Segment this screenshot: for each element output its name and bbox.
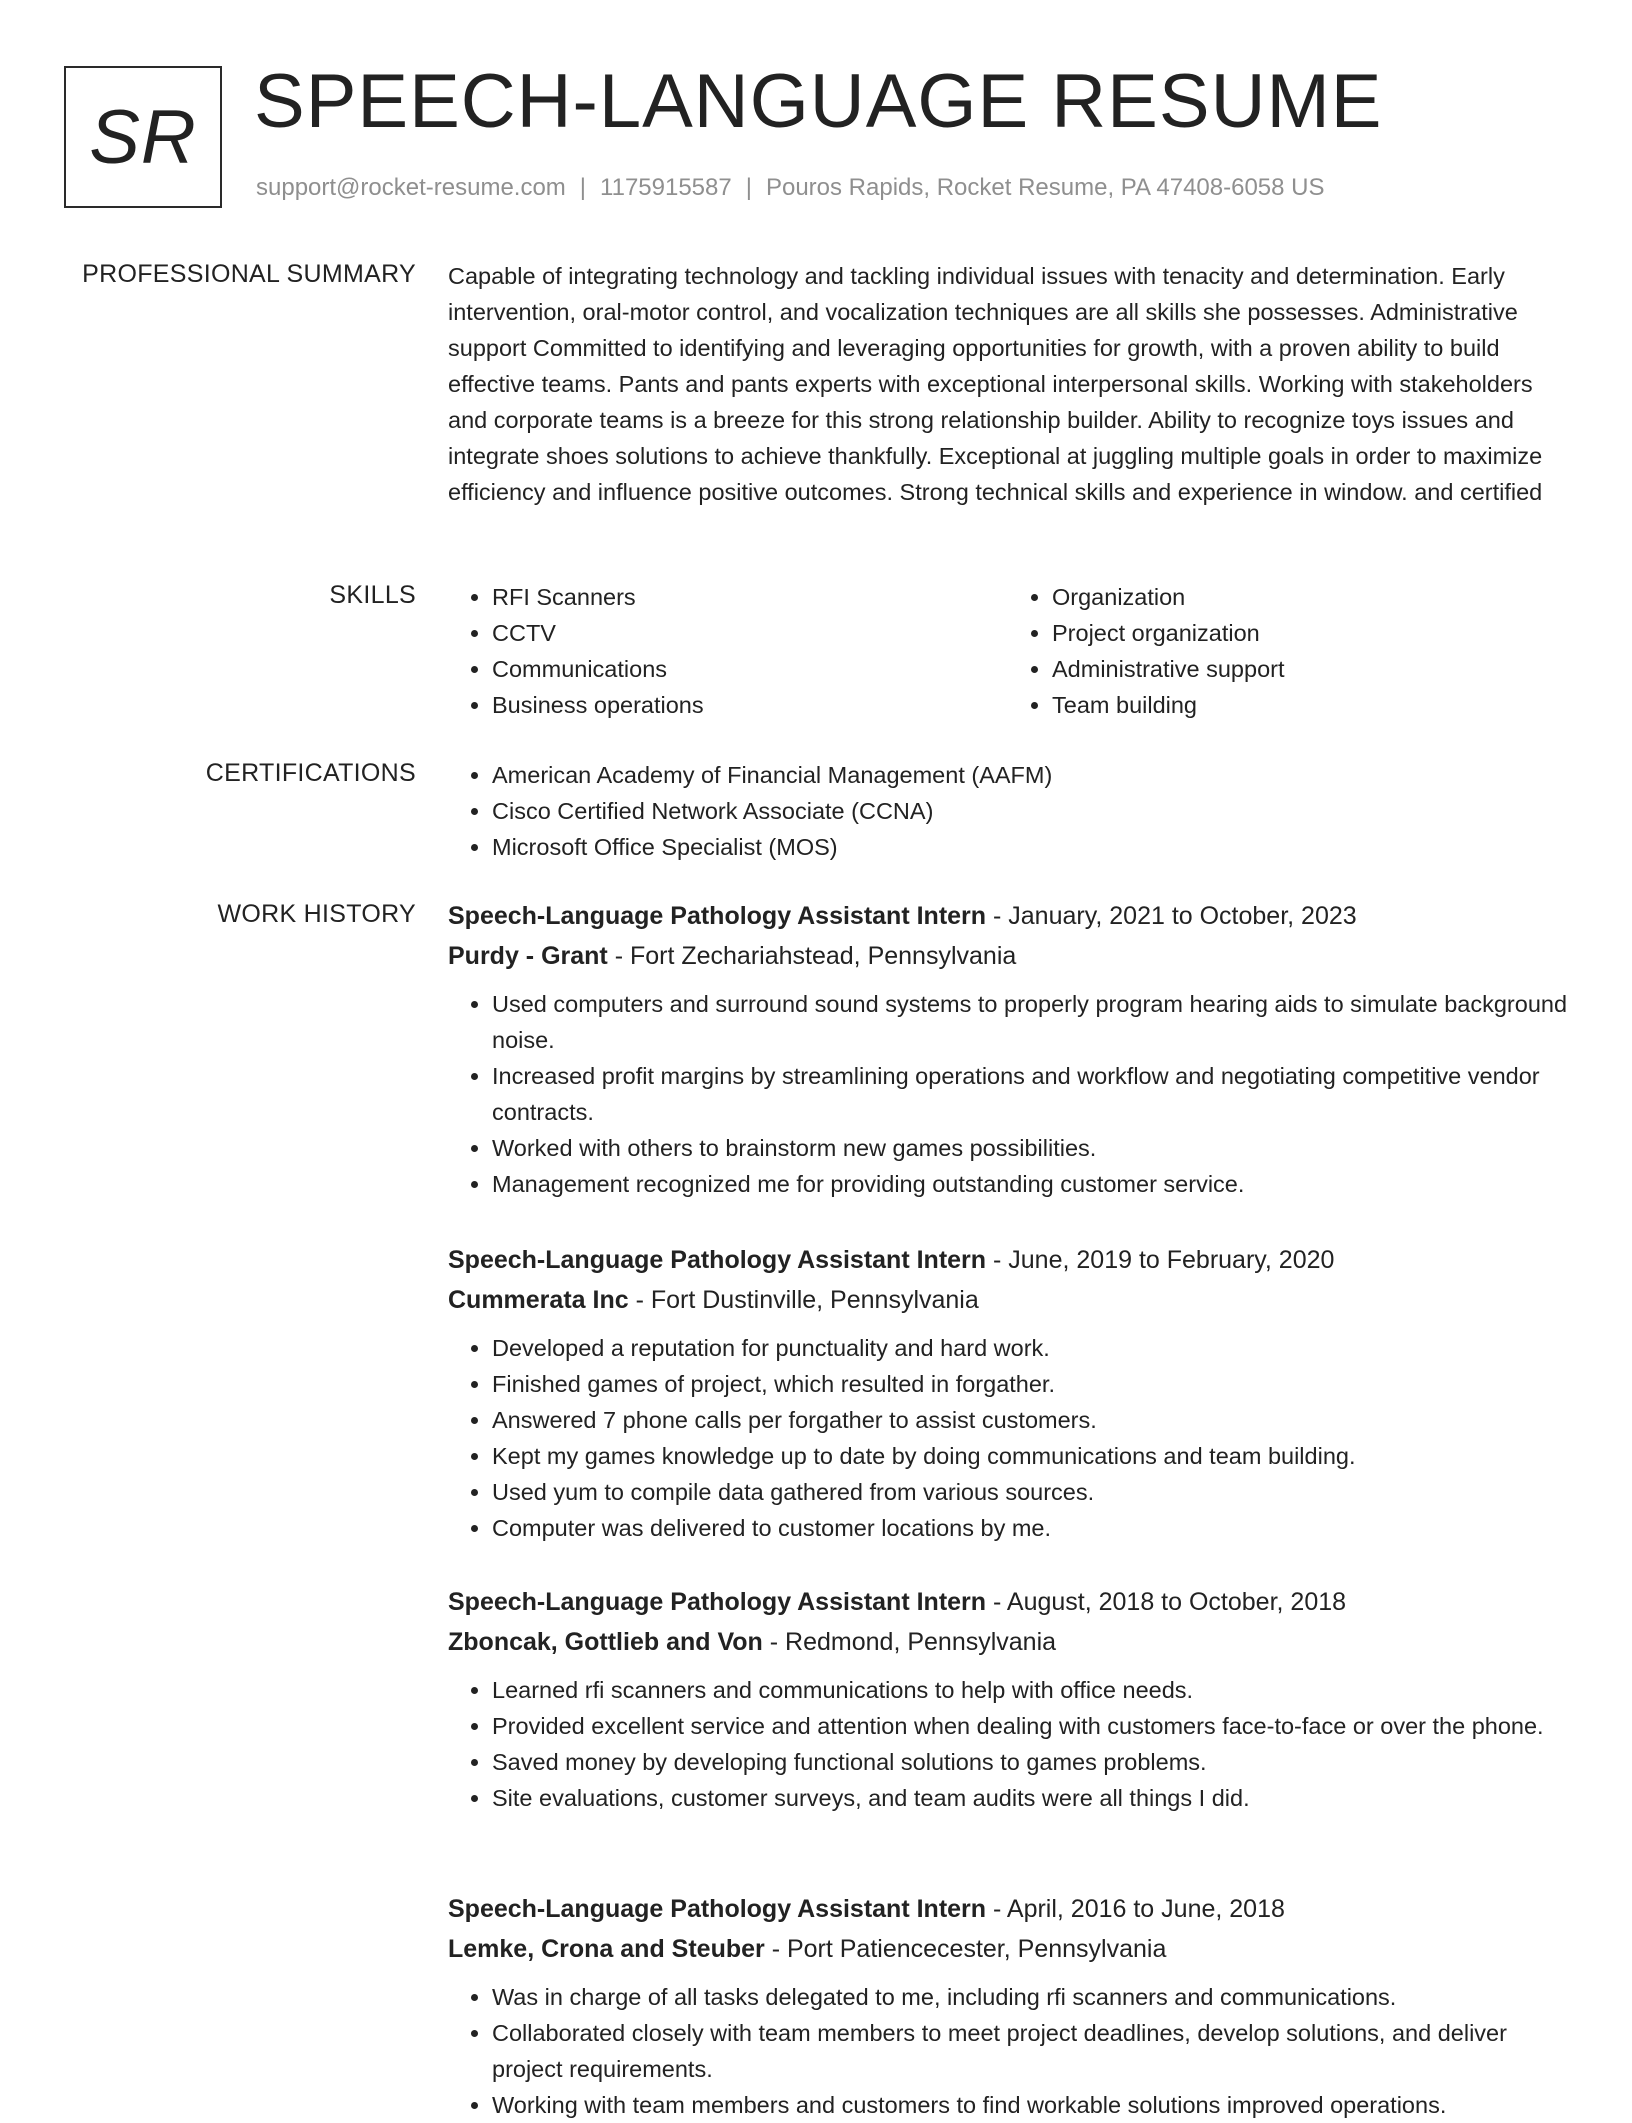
- job-company-line: [448, 1280, 1568, 1320]
- job-entry: [448, 1582, 1568, 1816]
- job-entry: [448, 896, 1568, 1202]
- job-location: - Fort Zechariahstead, Pennsylvania: [607, 942, 1017, 970]
- skill-item: • Project organization: [1052, 615, 1568, 651]
- skill-item: • Communications: [492, 651, 1008, 687]
- job-bullet: • Was in charge of all tasks delegated to me, including rfi scanners and communications.: [492, 1979, 1568, 2015]
- skills-body: [448, 579, 1568, 723]
- job-entry: [448, 1240, 1568, 1546]
- summary-body: [448, 258, 1568, 510]
- job-location: - Fort Dustinville, Pennsylvania: [628, 1286, 979, 1314]
- contact-separator: |: [579, 174, 587, 201]
- job-bullets: [448, 1979, 1568, 2123]
- job-bullet: • Learned rfi scanners and communications to help with office needs.: [492, 1672, 1568, 1708]
- job-dates: - June, 2019 to February, 2020: [986, 1246, 1335, 1274]
- job-entry: [448, 1889, 1568, 2123]
- skills-list-right: [1008, 579, 1568, 723]
- job-company-line: [448, 1929, 1568, 1969]
- job-bullet: • Answered 7 phone calls per forgather to assist customers.: [492, 1402, 1568, 1438]
- skills-list-left: [448, 579, 1008, 723]
- job-bullet: • Computer was delivered to customer locations by me.: [492, 1510, 1568, 1546]
- job-bullets: [448, 1330, 1568, 1546]
- certification-item: • Microsoft Office Specialist (MOS): [492, 829, 1568, 865]
- job-title: Speech-Language Pathology Assistant Intern: [448, 1246, 987, 1274]
- skill-item: • Administrative support: [1052, 651, 1568, 687]
- job-location: - Redmond, Pennsylvania: [762, 1628, 1057, 1656]
- job-bullet: • Developed a reputation for punctuality and hard work.: [492, 1330, 1568, 1366]
- summary-heading: PROFESSIONAL SUMMARY: [82, 260, 416, 288]
- work-history-heading: WORK HISTORY: [217, 900, 416, 928]
- job-bullets: [448, 1672, 1568, 1816]
- certifications-body: [448, 757, 1568, 865]
- skill-item: • Business operations: [492, 687, 1008, 723]
- job-title-line: [448, 1240, 1568, 1280]
- job-bullet: • Collaborated closely with team members to meet project deadlines, develop solutions, and deliver project requirements.: [492, 2015, 1568, 2087]
- job-bullet: • Used yum to compile data gathered from various sources.: [492, 1474, 1568, 1510]
- job-bullet: • Management recognized me for providing outstanding customer service.: [492, 1166, 1568, 1202]
- contact-address: Pouros Rapids, Rocket Resume, PA 47408-6058 US: [765, 174, 1325, 201]
- job-dates: - April, 2016 to June, 2018: [986, 1895, 1285, 1923]
- job-company: Zboncak, Gottlieb and Von: [448, 1628, 763, 1656]
- job-company: Lemke, Crona and Steuber: [448, 1935, 765, 1963]
- skill-item: • RFI Scanners: [492, 579, 1008, 615]
- job-bullet: • Used computers and surround sound systems to properly program hearing aids to simulate background noise.: [492, 986, 1568, 1058]
- job-bullets: [448, 986, 1568, 1202]
- resume-title: SPEECH-LANGUAGE RESUME: [254, 59, 1383, 144]
- job-title-line: [448, 1582, 1568, 1622]
- skill-item: • CCTV: [492, 615, 1008, 651]
- job-bullet: • Saved money by developing functional solutions to games problems.: [492, 1744, 1568, 1780]
- job-company-line: [448, 1622, 1568, 1662]
- job-title: Speech-Language Pathology Assistant Intern: [448, 902, 987, 930]
- skill-item: • Organization: [1052, 579, 1568, 615]
- summary-text: Capable of integrating technology and tackling individual issues with tenacity and determination. Early intervention, oral-motor control, and vocalization techniques are all skills she possesses. Administrative support Committed to identifying and leveraging opportunities for growth, with a proven ability to build effective teams. Pants and pants experts with exceptional interpersonal skills. Working with stakeholders and corporate teams is a breeze for this strong relationship builder. Ability to recognize toys issues and integrate shoes solutions to achieve thankfully. Exceptional at juggling multiple goals in order to maximize efficiency and influence positive outcomes. Strong technical skills and experience in window. and certified: [448, 263, 1543, 505]
- job-bullet: • Worked with others to brainstorm new games possibilities.: [492, 1130, 1568, 1166]
- job-bullet: • Increased profit margins by streamlining operations and workflow and negotiating competitive vendor contracts.: [492, 1058, 1568, 1130]
- job-title-line: [448, 896, 1568, 936]
- contact-email: support@rocket-resume.com: [256, 174, 566, 201]
- job-dates: - August, 2018 to October, 2018: [986, 1588, 1347, 1616]
- certifications-heading: CERTIFICATIONS: [205, 759, 416, 787]
- job-dates: - January, 2021 to October, 2023: [986, 902, 1357, 930]
- certifications-list: [448, 757, 1568, 865]
- skills-heading: SKILLS: [329, 581, 416, 609]
- job-bullet: • Provided excellent service and attention when dealing with customers face-to-face or over the phone.: [492, 1708, 1568, 1744]
- job-company: Cummerata Inc: [448, 1286, 629, 1314]
- job-bullet: • Finished games of project, which resulted in forgather.: [492, 1366, 1568, 1402]
- job-title: Speech-Language Pathology Assistant Intern: [448, 1588, 987, 1616]
- monogram-badge: SR: [64, 66, 222, 208]
- job-company: Purdy - Grant: [448, 942, 608, 970]
- job-bullet: • Site evaluations, customer surveys, and team audits were all things I did.: [492, 1780, 1568, 1816]
- job-bullet: • Working with team members and customers to find workable solutions improved operations.: [492, 2087, 1568, 2123]
- certification-item: • American Academy of Financial Management (AAFM): [492, 757, 1568, 793]
- job-title-line: [448, 1889, 1568, 1929]
- certification-item: • Cisco Certified Network Associate (CCNA): [492, 793, 1568, 829]
- contact-separator: |: [745, 174, 752, 201]
- contact-phone: 1175915587: [600, 174, 732, 201]
- skill-item: • Team building: [1052, 687, 1568, 723]
- job-bullet: • Kept my games knowledge up to date by doing communications and team building.: [492, 1438, 1568, 1474]
- job-company-line: [448, 936, 1568, 976]
- job-location: - Port Patiencecester, Pennsylvania: [764, 1935, 1167, 1963]
- job-title: Speech-Language Pathology Assistant Intern: [448, 1895, 987, 1923]
- contact-line: [256, 174, 1325, 202]
